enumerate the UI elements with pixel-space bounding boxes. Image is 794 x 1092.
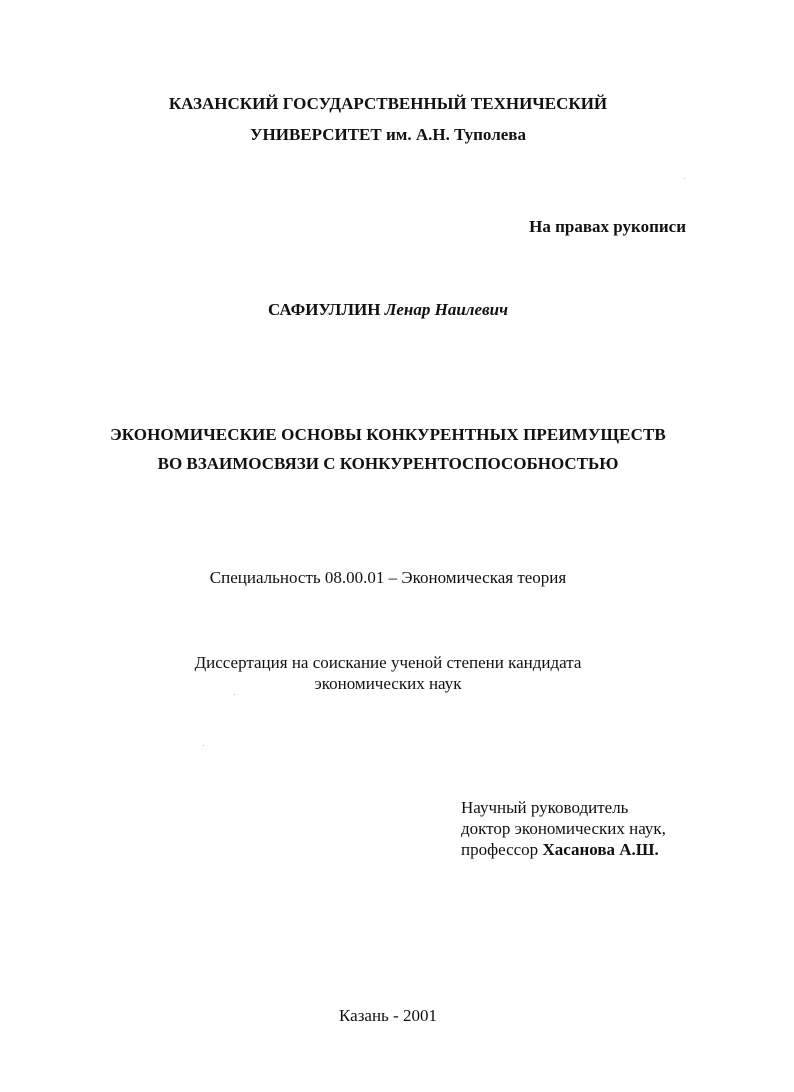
- rights-note: На правах рукописи: [529, 217, 686, 236]
- supervisor-role: Научный руководитель: [461, 798, 629, 817]
- specialty: Специальность 08.00.01 – Экономическая теория: [209, 568, 567, 587]
- degree-statement-line-1: Диссертация на соискание ученой степени кандидата: [194, 653, 582, 672]
- supervisor-name: Хасанова А.Ш.: [542, 840, 659, 859]
- scan-speck: [234, 694, 235, 695]
- dissertation-title-line-2: ВО ВЗАИМОСВЯЗИ С КОНКУРЕНТОСПОСОБНОСТЬЮ: [157, 454, 619, 473]
- institution-name-line-2: [0, 124, 776, 146]
- supervisor-block: [461, 797, 666, 860]
- scan-speck: [203, 745, 204, 746]
- scan-speck: [684, 178, 685, 179]
- institution-university: УНИВЕРСИТЕТ: [250, 125, 382, 144]
- supervisor-title-prefix: профессор: [461, 840, 543, 859]
- institution-name-line-1: КАЗАНСКИЙ ГОСУДАРСТВЕННЫЙ ТЕХНИЧЕСКИЙ: [168, 94, 608, 113]
- city-year: Казань - 2001: [339, 1006, 437, 1025]
- author-name: [0, 299, 776, 321]
- author-surname: САФИУЛЛИН: [267, 300, 381, 319]
- dissertation-title-line-1: ЭКОНОМИЧЕСКИЕ ОСНОВЫ КОНКУРЕНТНЫХ ПРЕИМУЩЕСТВ: [110, 425, 666, 444]
- supervisor-degree: доктор экономических наук,: [461, 819, 666, 838]
- institution-named-after: им. А.Н. Туполева: [381, 125, 526, 144]
- supervisor-title-line: [461, 839, 666, 860]
- author-given-names: Ленар Наилевич: [384, 300, 509, 319]
- degree-statement-line-2: экономических наук: [314, 674, 462, 693]
